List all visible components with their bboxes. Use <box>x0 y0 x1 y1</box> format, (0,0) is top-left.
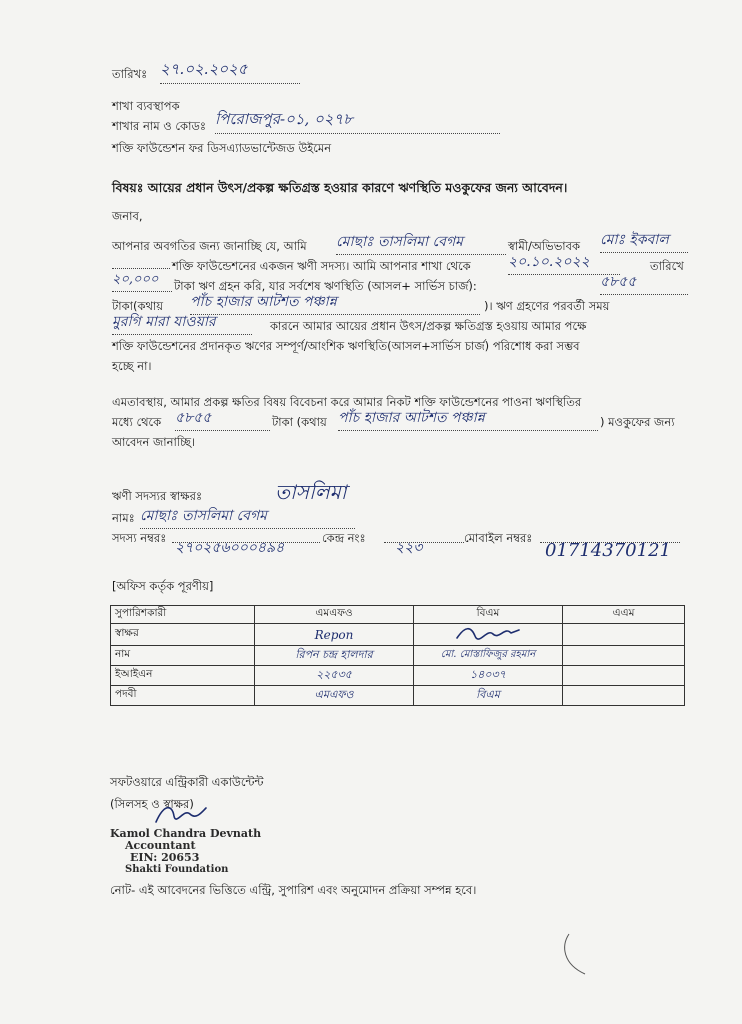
stamp-name: Kamol Chandra Devnath <box>110 827 262 840</box>
stamp-title: Accountant <box>125 839 196 852</box>
footer-note: নোট- এই আবেদনের ভিত্তিতে এন্ট্রি, সুপারিশ এবং অনুমোদন প্রক্রিয়া সম্পন্ন হবে। <box>110 883 477 897</box>
mfo-designation: এমএফও <box>255 686 414 706</box>
row-label-designation: পদবী <box>111 686 255 706</box>
para2-line2-a: মধ্যে থেকে <box>112 415 162 429</box>
branch-label: শাখার নাম ও কোডঃ <box>112 119 207 133</box>
para1-line4-b: )। ঋণ গ্রহণের পরবর্তী সময় <box>484 299 610 313</box>
row-label-name: নাম <box>111 646 255 666</box>
bm-ein: ১৪০৩৭ <box>414 666 563 686</box>
member-signature-label: ঋণী সদস্যর স্বাক্ষরঃ <box>112 489 203 503</box>
office-heading: [অফিস কর্তৃক পূরণীয়] <box>112 579 214 593</box>
para1-line2-b: তারিখে <box>650 259 684 273</box>
loan-date-field: ২০.১০.২০২২ <box>508 250 620 275</box>
table-row <box>111 646 685 666</box>
para1-line7: হচ্ছে না। <box>112 359 152 373</box>
para1-line3-a: টাকা ঋণ গ্রহন করি, যার সর্বশেষ ঋণস্থিতি (আসল+ সার্ভিস চার্জ): <box>174 279 477 293</box>
am-designation <box>563 686 685 706</box>
seal-label: (সিলসহ ও স্বাক্ষর) <box>110 797 194 811</box>
para2-line3: আবেদন জানাচ্ছি। <box>112 435 196 449</box>
pen-mark <box>555 930 605 980</box>
office-header-row <box>111 606 685 624</box>
reason-field: মুরগি মারা যাওয়ার <box>112 310 252 335</box>
stamp-org: Shakti Foundation <box>125 864 229 875</box>
bm-name: মো. মোস্তাফিজুর রহমান <box>414 646 563 666</box>
office-table <box>110 605 685 706</box>
para1-line1-b: স্বামী/অভিভাবক <box>508 239 581 253</box>
mobile-value: 01714370121 <box>545 540 671 561</box>
center-label: কেন্দ্র নংঃ <box>322 531 366 545</box>
branch-value: পিরোজপুর-০১, ০২৭৮ <box>215 108 500 134</box>
waiver-amount-field: ৫৮৫৫ <box>175 406 270 431</box>
bm-designation: বিএম <box>414 686 563 706</box>
header-cell-am: এএম <box>563 606 685 624</box>
table-row <box>111 624 685 646</box>
mobile-label: মোবাইল নম্বরঃ <box>464 531 533 545</box>
guardian-name-field: মোঃ ইকবাল <box>600 228 688 253</box>
date-label: তারিখঃ <box>112 67 148 81</box>
center-value: ২২৩ <box>395 540 423 556</box>
waiver-words-field: পাঁচ হাজার আটশত পঞ্চান্ন <box>338 406 598 431</box>
member-name-value: মোছাঃ তাসলিমা বেগম <box>140 504 355 529</box>
blank-line <box>112 256 170 269</box>
header-cell-mfo: এমএফও <box>255 606 414 624</box>
member-name-label: নামঃ <box>112 511 135 525</box>
mfo-ein: ২২৫৩৫ <box>255 666 414 686</box>
am-signature <box>563 624 685 646</box>
date-value: ২৭.০২.২০২৫ <box>160 58 300 84</box>
para2-line2-c: ) মওকুফের জন্য <box>600 415 675 429</box>
member-id-value: ২৭০২৫৬০০০৪৯৪ <box>175 540 285 556</box>
bm-signature <box>414 624 563 646</box>
organization-name: শক্তি ফাউন্ডেশন ফর ডিসএ্যাডভান্টেজড উইমেন <box>112 141 332 155</box>
accountant-signature <box>150 800 210 830</box>
am-name <box>563 646 685 666</box>
table-row <box>111 666 685 686</box>
para1-line2-a: শক্তি ফাউন্ডেশনের একজন ঋণী সদস্য। আমি আপনার শাখা থেকে <box>172 259 471 273</box>
stamp-ein: EIN: 20653 <box>130 851 200 864</box>
row-label-ein: ইআইএন <box>111 666 255 686</box>
am-ein <box>563 666 685 686</box>
salutation: জনাব, <box>112 209 143 223</box>
header-cell-recommender: সুপারিশকারী <box>111 606 255 624</box>
balance-words-field: পাঁচ হাজার আটশত পঞ্চান্ন <box>190 290 480 315</box>
para1-line4-a: টাকা(কথায় <box>112 299 164 313</box>
mfo-name: রিপন চন্দ্র হালদার <box>255 646 414 666</box>
para1-line5: কারনে আমার আয়ের প্রধান উৎস/প্রকল্প ক্ষতিগ্রস্ত হওয়ায় আমার পক্ষে <box>270 319 587 333</box>
member-signature: তাসলিমা <box>275 480 347 504</box>
member-id-label: সদস্য নম্বরঃ <box>112 531 167 545</box>
header-cell-bm: বিএম <box>414 606 563 624</box>
para2-line1: এমতাবস্থায়, আমার প্রকল্প ক্ষতির বিষয় বিবেচনা করে আমার নিকট শক্তি ফাউন্ডেশনের পাওনা ঋণস্থিতির <box>112 395 582 409</box>
manager-label: শাখা ব্যবস্থাপক <box>112 99 180 113</box>
para1-line1-a: আপনার অবগতির জন্য জানাচ্ছি যে, আমি <box>112 239 307 253</box>
para2-line2-b: টাকা (কথায় <box>272 415 327 429</box>
subject-line: বিষয়ঃ আয়ের প্রধান উৎস/প্রকল্প ক্ষতিগ্রস্ত হওয়ার কারণে ঋণস্থিতি মওকুফের জন্য আবেদন। <box>112 180 568 195</box>
accountant-entry-label: সফটওয়ারে এন্ট্রিকারী একাউন্টেন্ট <box>110 775 264 789</box>
row-label-signature: স্বাক্ষর <box>111 624 255 646</box>
mfo-signature: Repon <box>255 624 414 646</box>
loan-amount-field: ২০,০০০ <box>112 270 172 292</box>
balance-field: ৫৮৫৫ <box>600 270 688 295</box>
member-name-field: মোছাঃ তাসলিমা বেগম <box>336 230 506 255</box>
bm-signature-scribble <box>453 624 523 642</box>
para1-line6: শক্তি ফাউন্ডেশনের প্রদানকৃত ঋণের সম্পূর্ণ/আংশিক ঋণস্থিতি(আসল+সার্ভিস চার্জ) পরিশোধ করা সম্ভব <box>112 339 580 353</box>
table-row <box>111 686 685 706</box>
